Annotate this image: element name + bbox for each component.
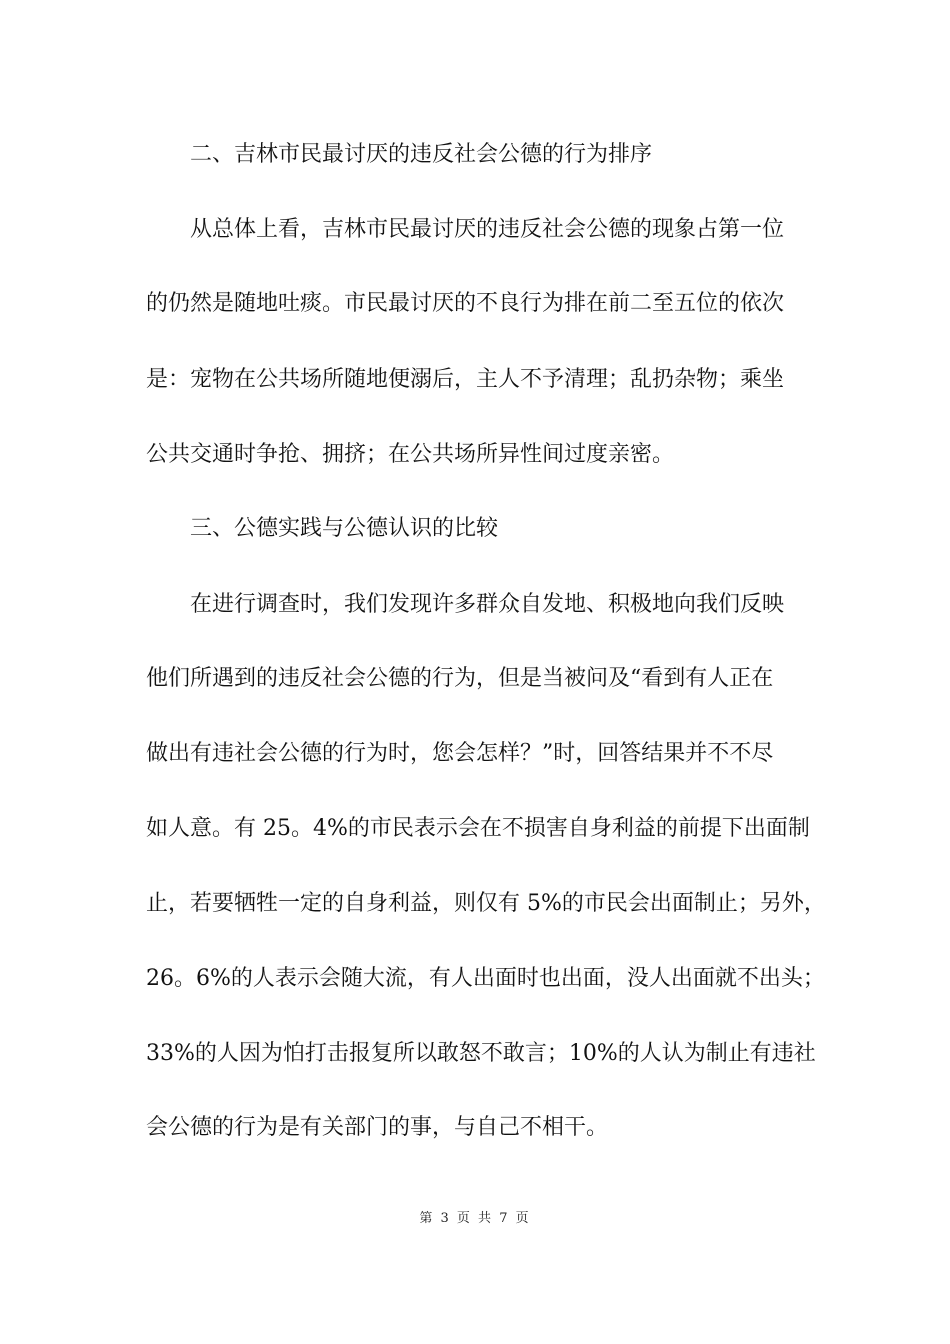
- page-number-footer: 第 3 页 共 7 页: [419, 1211, 531, 1226]
- paragraph-2-line-8: 会公德的行为是有关部门的事，与自己不相干。: [146, 1115, 609, 1140]
- paragraph-2-line-5: 止，若要牺牲一定的自身利益，则仅有 5%的市民会出面制止；另外，: [146, 891, 826, 916]
- paragraph-1-line-3: 是：宠物在公共场所随地便溺后，主人不予清理；乱扔杂物；乘坐: [146, 367, 785, 392]
- paragraph-1-line-4: 公共交通时争抢、拥挤；在公共场所异性间过度亲密。: [146, 442, 675, 467]
- paragraph-2-line-6: 26。6%的人表示会随大流，有人出面时也出面，没人出面就不出头；: [146, 966, 825, 991]
- paragraph-2-line-2: 他们所遇到的违反社会公德的行为，但是当被问及“看到有人正在: [146, 666, 774, 691]
- paragraph-2-line-7: 33%的人因为怕打击报复所以敢怒不敢言；10%的人认为制止有违社: [146, 1041, 816, 1066]
- paragraph-2-line-3: 做出有违社会公德的行为时，您会怎样？”时，回答结果并不不尽: [146, 741, 774, 766]
- paragraph-2-line-1: 在进行调查时，我们发现许多群众自发地、积极地向我们反映: [190, 592, 785, 617]
- paragraph-1-line-1: 从总体上看，吉林市民最讨厌的违反社会公德的现象占第一位: [190, 217, 785, 242]
- paragraph-2-line-4: 如人意。有 25。4%的市民表示会在不损害自身利益的前提下出面制: [146, 816, 810, 841]
- section-heading-3: 三、公德实践与公德认识的比较: [190, 516, 499, 541]
- section-heading-2: 二、吉林市民最讨厌的违反社会公德的行为排序: [190, 142, 653, 167]
- paragraph-1-line-2: 的仍然是随地吐痰。市民最讨厌的不良行为排在前二至五位的依次: [146, 291, 785, 316]
